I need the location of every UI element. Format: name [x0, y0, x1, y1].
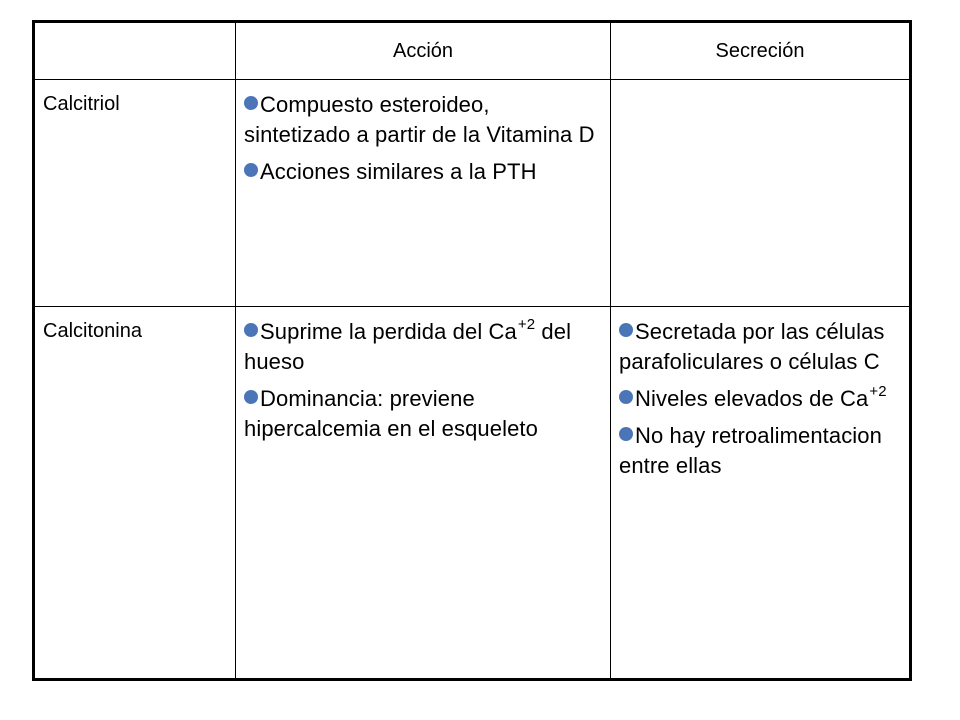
- bullet-text: Dominancia: previene hipercalcemia en el esqueleto: [244, 386, 538, 441]
- accion-cell-calcitriol: [236, 80, 611, 307]
- superscript: +2: [869, 383, 887, 400]
- header-cell-secrecion: [611, 23, 909, 80]
- bullet-item: [244, 157, 602, 187]
- header-secrecion-label: Secreción: [715, 40, 805, 62]
- bullet-text: Niveles elevados de Ca: [635, 386, 869, 411]
- header-cell-accion: [236, 23, 611, 80]
- bullet-dot-icon: [244, 323, 258, 337]
- accion-cell-calcitonina: [236, 307, 611, 678]
- secrecion-cell-calcitonina: [611, 307, 909, 678]
- bullet-list: [244, 317, 602, 451]
- row-label-calcitonina: Calcitonina: [43, 320, 142, 342]
- header-cell-empty: [35, 23, 236, 80]
- secrecion-cell-calcitriol: [611, 80, 909, 307]
- bullet-item: [244, 90, 602, 150]
- row-label-calcitriol: Calcitriol: [43, 93, 120, 115]
- bullet-dot-icon: [619, 390, 633, 404]
- bullet-item: [619, 384, 901, 414]
- bullet-text: Acciones similares a la PTH: [260, 159, 537, 184]
- bullet-text: No hay retroalimentacion entre ellas: [619, 423, 882, 478]
- row-label-cell-calcitriol: [35, 80, 236, 307]
- superscript: +2: [517, 316, 536, 333]
- bullet-dot-icon: [619, 323, 633, 337]
- bullet-dot-icon: [619, 427, 633, 441]
- bullet-dot-icon: [244, 96, 258, 110]
- bullet-text: Secretada por las células parafoliculares o células C: [619, 319, 885, 374]
- bullet-dot-icon: [244, 390, 258, 404]
- bullet-list: [244, 90, 602, 194]
- bullet-list: [619, 317, 901, 488]
- bullet-item: [244, 317, 602, 377]
- bullet-dot-icon: [244, 163, 258, 177]
- bullet-item: [619, 421, 901, 481]
- bullet-item: [244, 384, 602, 444]
- bullet-text: Compuesto esteroideo, sintetizado a partir de la Vitamina D: [244, 92, 595, 147]
- row-label-cell-calcitonina: [35, 307, 236, 678]
- bullet-text-tail: del hueso: [244, 319, 572, 374]
- bullet-text: Suprime la perdida del Ca: [260, 319, 517, 344]
- header-accion-label: Acción: [392, 40, 454, 62]
- bullet-item: [619, 317, 901, 377]
- comparison-table: [32, 20, 912, 681]
